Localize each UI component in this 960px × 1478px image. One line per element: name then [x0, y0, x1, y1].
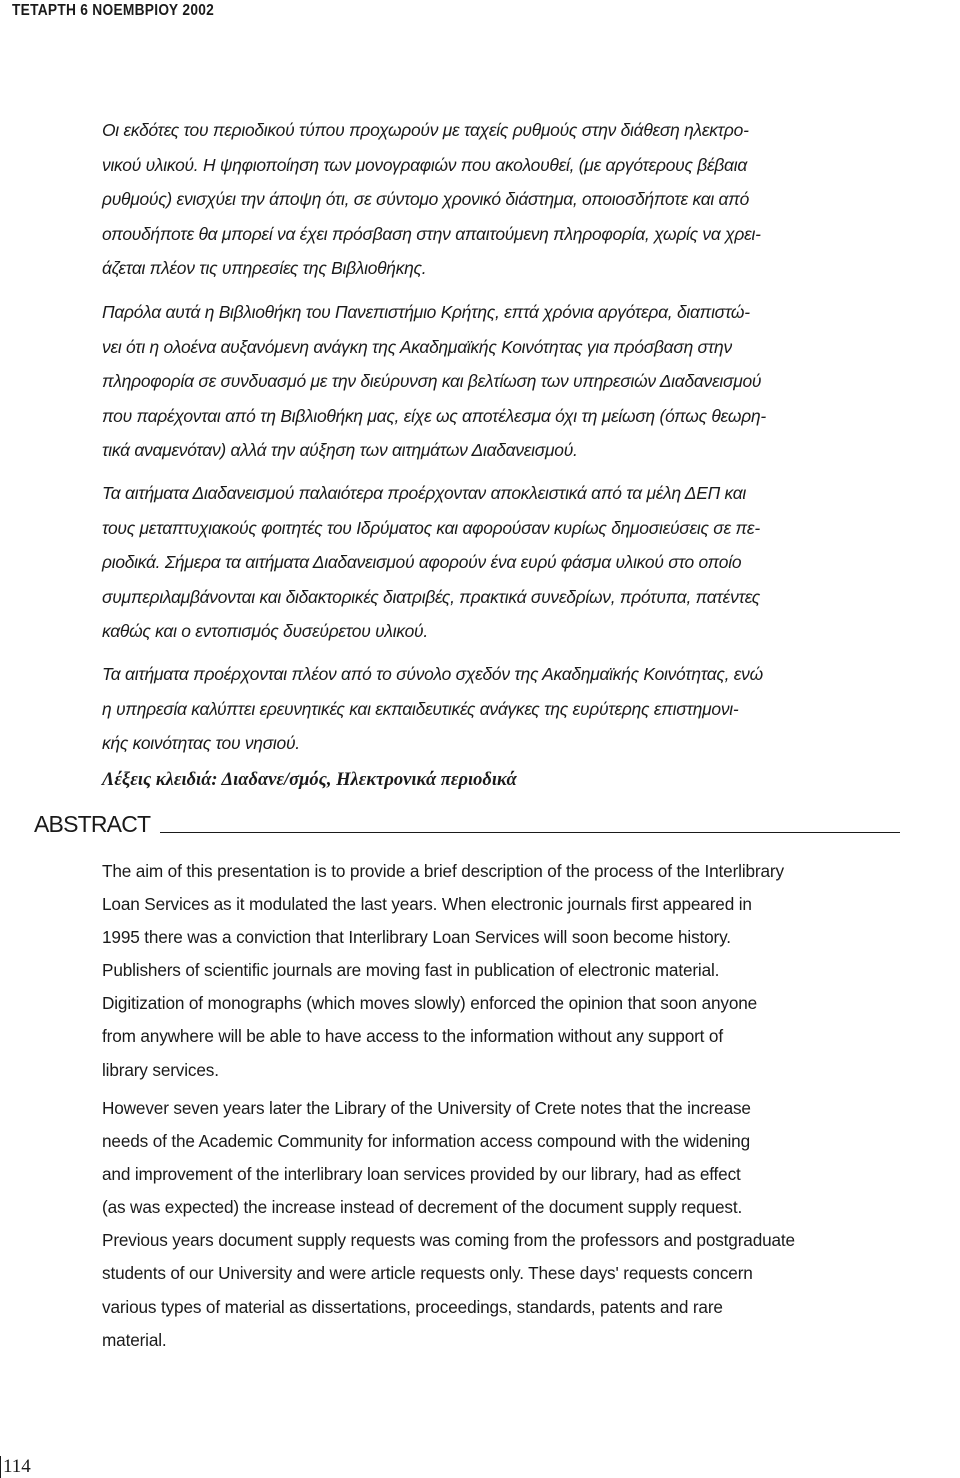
greek-paragraph-1: Οι εκδότες του περιοδικού τύπου προχωρούν με ταχείς ρυθμούς στην διάθεση ηλεκτρο- νικού υλικού. Η ψηφιοποίηση των μονογραφιών που ακολουθεί, (με αργότερους βέβαια ρυθμούς) ενισχύει την άποψη ότι, σε σύντομο χρονικό διάστημα, οποιοσδήποτε και από οπουδήποτε θα μπορεί να έχει πρόσβαση στην απαιτούμενη πληροφορία, χωρίς να χρει- άζεται πλέον τις υπηρεσίες της Βιβλιοθήκης. — [102, 120, 761, 278]
abstract-heading: ABSTRACT — [34, 811, 151, 837]
keywords-line: Λέξεις κλειδιά: Διαδανε/σμός, Ηλεκτρονικά περιοδικά — [102, 770, 517, 790]
running-header-date: ΤΕΤΑΡΤΗ 6 ΝΟΕΜΒΡΙΟΥ 2002 — [12, 2, 215, 19]
page-number: 114 — [0, 1456, 33, 1478]
abstract-heading-rule — [160, 832, 900, 833]
abstract-paragraph-2: However seven years later the Library of the University of Crete notes that the increase needs of the Academic Community for information access compound with the widening and improvement of the interlibrary loan services provided by our library, had as effect (as was expected) the increase instead of decrement of the document supply request. Previous years document supply requests was coming from the professors and postgraduate students of our University and were article requests only. These days' requests concern various types of material as dissertations, proceedings, standards, patents and rare material. — [102, 1098, 795, 1350]
greek-paragraph-2: Παρόλα αυτά η Βιβλιοθήκη του Πανεπιστήμιο Κρήτης, επτά χρόνια αργότερα, διαπιστώ- νει ότι η ολοένα αυξανόμενη ανάγκη της Ακαδημαϊκής Κοινότητας για πρόσβαση στην πληροφορία σε συνδυασμό με την διεύρυνση και βελτίωση των υπηρεσιών Διαδανεισμού που παρέχονται από τη Βιβλιοθήκη μας, είχε ως αποτέλεσμα όχι τη μείωση (όπως θεωρη- τικά αναμενόταν) αλλά την αύξηση των αιτημάτων Διαδανεισμού. — [102, 302, 766, 460]
abstract-paragraph-1: The aim of this presentation is to provide a brief description of the process of the Interlibrary Loan Services as it modulated the last years. When electronic journals first appeared in 1995 there was a conviction that Interlibrary Loan Services will soon become history. Publishers of scientific journals are moving fast in publication of electronic material. Digitization of monographs (which moves slowly) enforced the opinion that soon anyone from anywhere will be able to have access to the information without any support of library services. — [102, 861, 784, 1080]
greek-paragraph-3: Τα αιτήματα Διαδανεισμού παλαιότερα προέρχονταν αποκλειστικά από τα μέλη ΔΕΠ και τους μεταπτυχιακούς φοιτητές του Ιδρύματος και αφορούσαν κυρίως δημοσιεύσεις σε πε- ριοδικά. Σήμερα τα αιτήματα Διαδανεισμού αφορούν ένα ευρύ φάσμα υλικού στο οποίο συμπεριλαμβάνονται και διδακτορικές διατριβές, πρακτικά συνεδρίων, πρότυπα, πατέντες καθώς και ο εντοπισμός δυσεύρετου υλικού. — [102, 483, 760, 641]
greek-paragraph-4: Τα αιτήματα προέρχονται πλέον από το σύνολο σχεδόν της Ακαδημαϊκής Κοινότητας, ενώ η υπηρεσία καλύπτει ερευνητικές και εκπαιδευτικές ανάγκες της ευρύτερης επιστημονι- κής κοινότητας του νησιού. — [102, 664, 763, 753]
